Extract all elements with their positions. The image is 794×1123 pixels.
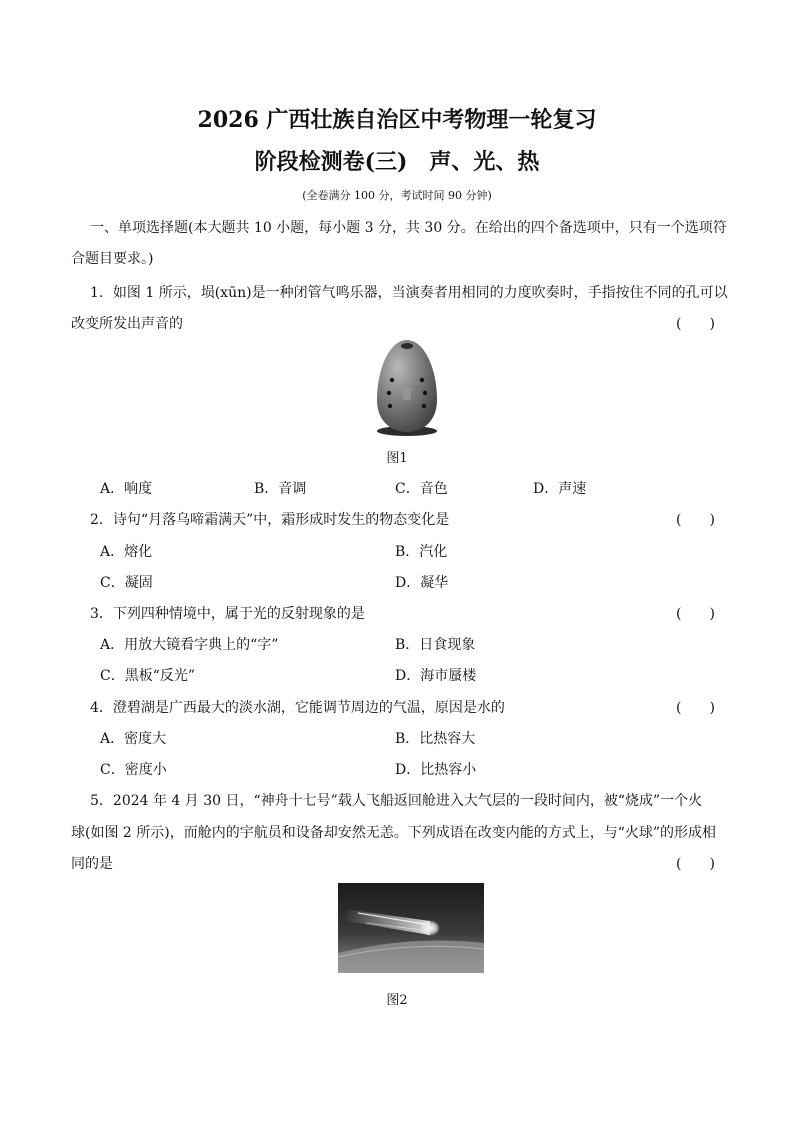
- q2-stem: 2．诗句“月落乌啼霜满天”中，霜形成时发生的物态变化是: [90, 512, 450, 528]
- q2-option-b: B．汽化: [395, 544, 448, 560]
- exam-title: 2026 广西壮族自治区中考物理一轮复习: [197, 107, 597, 133]
- q4-option-a: A．密度大: [100, 731, 167, 747]
- figure2-caption: 图2: [386, 993, 408, 1008]
- q3-answer-blank: ( ): [676, 606, 715, 622]
- q4-answer-blank: ( ): [676, 700, 715, 716]
- q2-option-a: A．熔化: [100, 544, 153, 560]
- q1-option-d: D．声速: [533, 481, 587, 497]
- q3-stem: 3．下列四种情境中，属于光的反射现象的是: [90, 606, 365, 622]
- q1-option-a: A．响度: [100, 481, 153, 497]
- q1-stem-line2: 改变所发出声音的: [71, 316, 183, 332]
- q2-answer-blank: ( ): [676, 512, 715, 528]
- q4-stem: 4．澄碧湖是广西最大的淡水湖，它能调节周边的气温，原因是水的: [90, 700, 505, 716]
- xun-instrument-image: [372, 338, 442, 438]
- reentry-fireball-image: [338, 883, 484, 973]
- section-heading-line2: 合题目要求。): [71, 251, 154, 267]
- q5-stem-line2: 球(如图 2 所示)，而舱内的宇航员和设备却安然无恙。下列成语在改变内能的方式上，与“火球”的形成相: [71, 825, 717, 841]
- q1-stem-line1: 1．如图 1 所示，埙(xūn)是一种闭管气鸣乐器，当演奏者用相同的力度吹奏时，手指按住不同的孔可以: [90, 285, 728, 301]
- q5-stem-line1: 5．2024 年 4 月 30 日，“神舟十七号”载人飞船返回舱进入大气层的一段时间内，被“烧成”一个火: [90, 793, 703, 809]
- section-heading-line1: 一、单项选择题(本大题共 10 小题，每小题 3 分，共 30 分。在给出的四个备选项中，只有一个选项符: [90, 220, 727, 236]
- q1-option-b: B．音调: [254, 481, 307, 497]
- figure1-caption: 图1: [386, 451, 408, 466]
- q2-option-c: C．凝固: [100, 575, 153, 591]
- q3-option-b: B．日食现象: [395, 637, 476, 653]
- q4-option-c: C．密度小: [100, 762, 167, 778]
- q2-option-d: D．凝华: [395, 575, 449, 591]
- q1-answer-blank: ( ): [676, 316, 715, 332]
- q5-stem-line3: 同的是: [71, 856, 113, 872]
- q3-option-c: C．黑板“反光”: [100, 668, 196, 684]
- q5-answer-blank: ( ): [676, 856, 715, 872]
- exam-note: (全卷满分 100 分，考试时间 90 分钟): [302, 189, 492, 202]
- exam-subtitle: 阶段检测卷(三) 声、光、热: [254, 149, 540, 175]
- q1-option-c: C．音色: [395, 481, 448, 497]
- q3-option-d: D．海市蜃楼: [395, 668, 477, 684]
- q3-option-a: A．用放大镜看字典上的“字”: [100, 637, 279, 653]
- q4-option-b: B．比热容大: [395, 731, 476, 747]
- q4-option-d: D．比热容小: [395, 762, 477, 778]
